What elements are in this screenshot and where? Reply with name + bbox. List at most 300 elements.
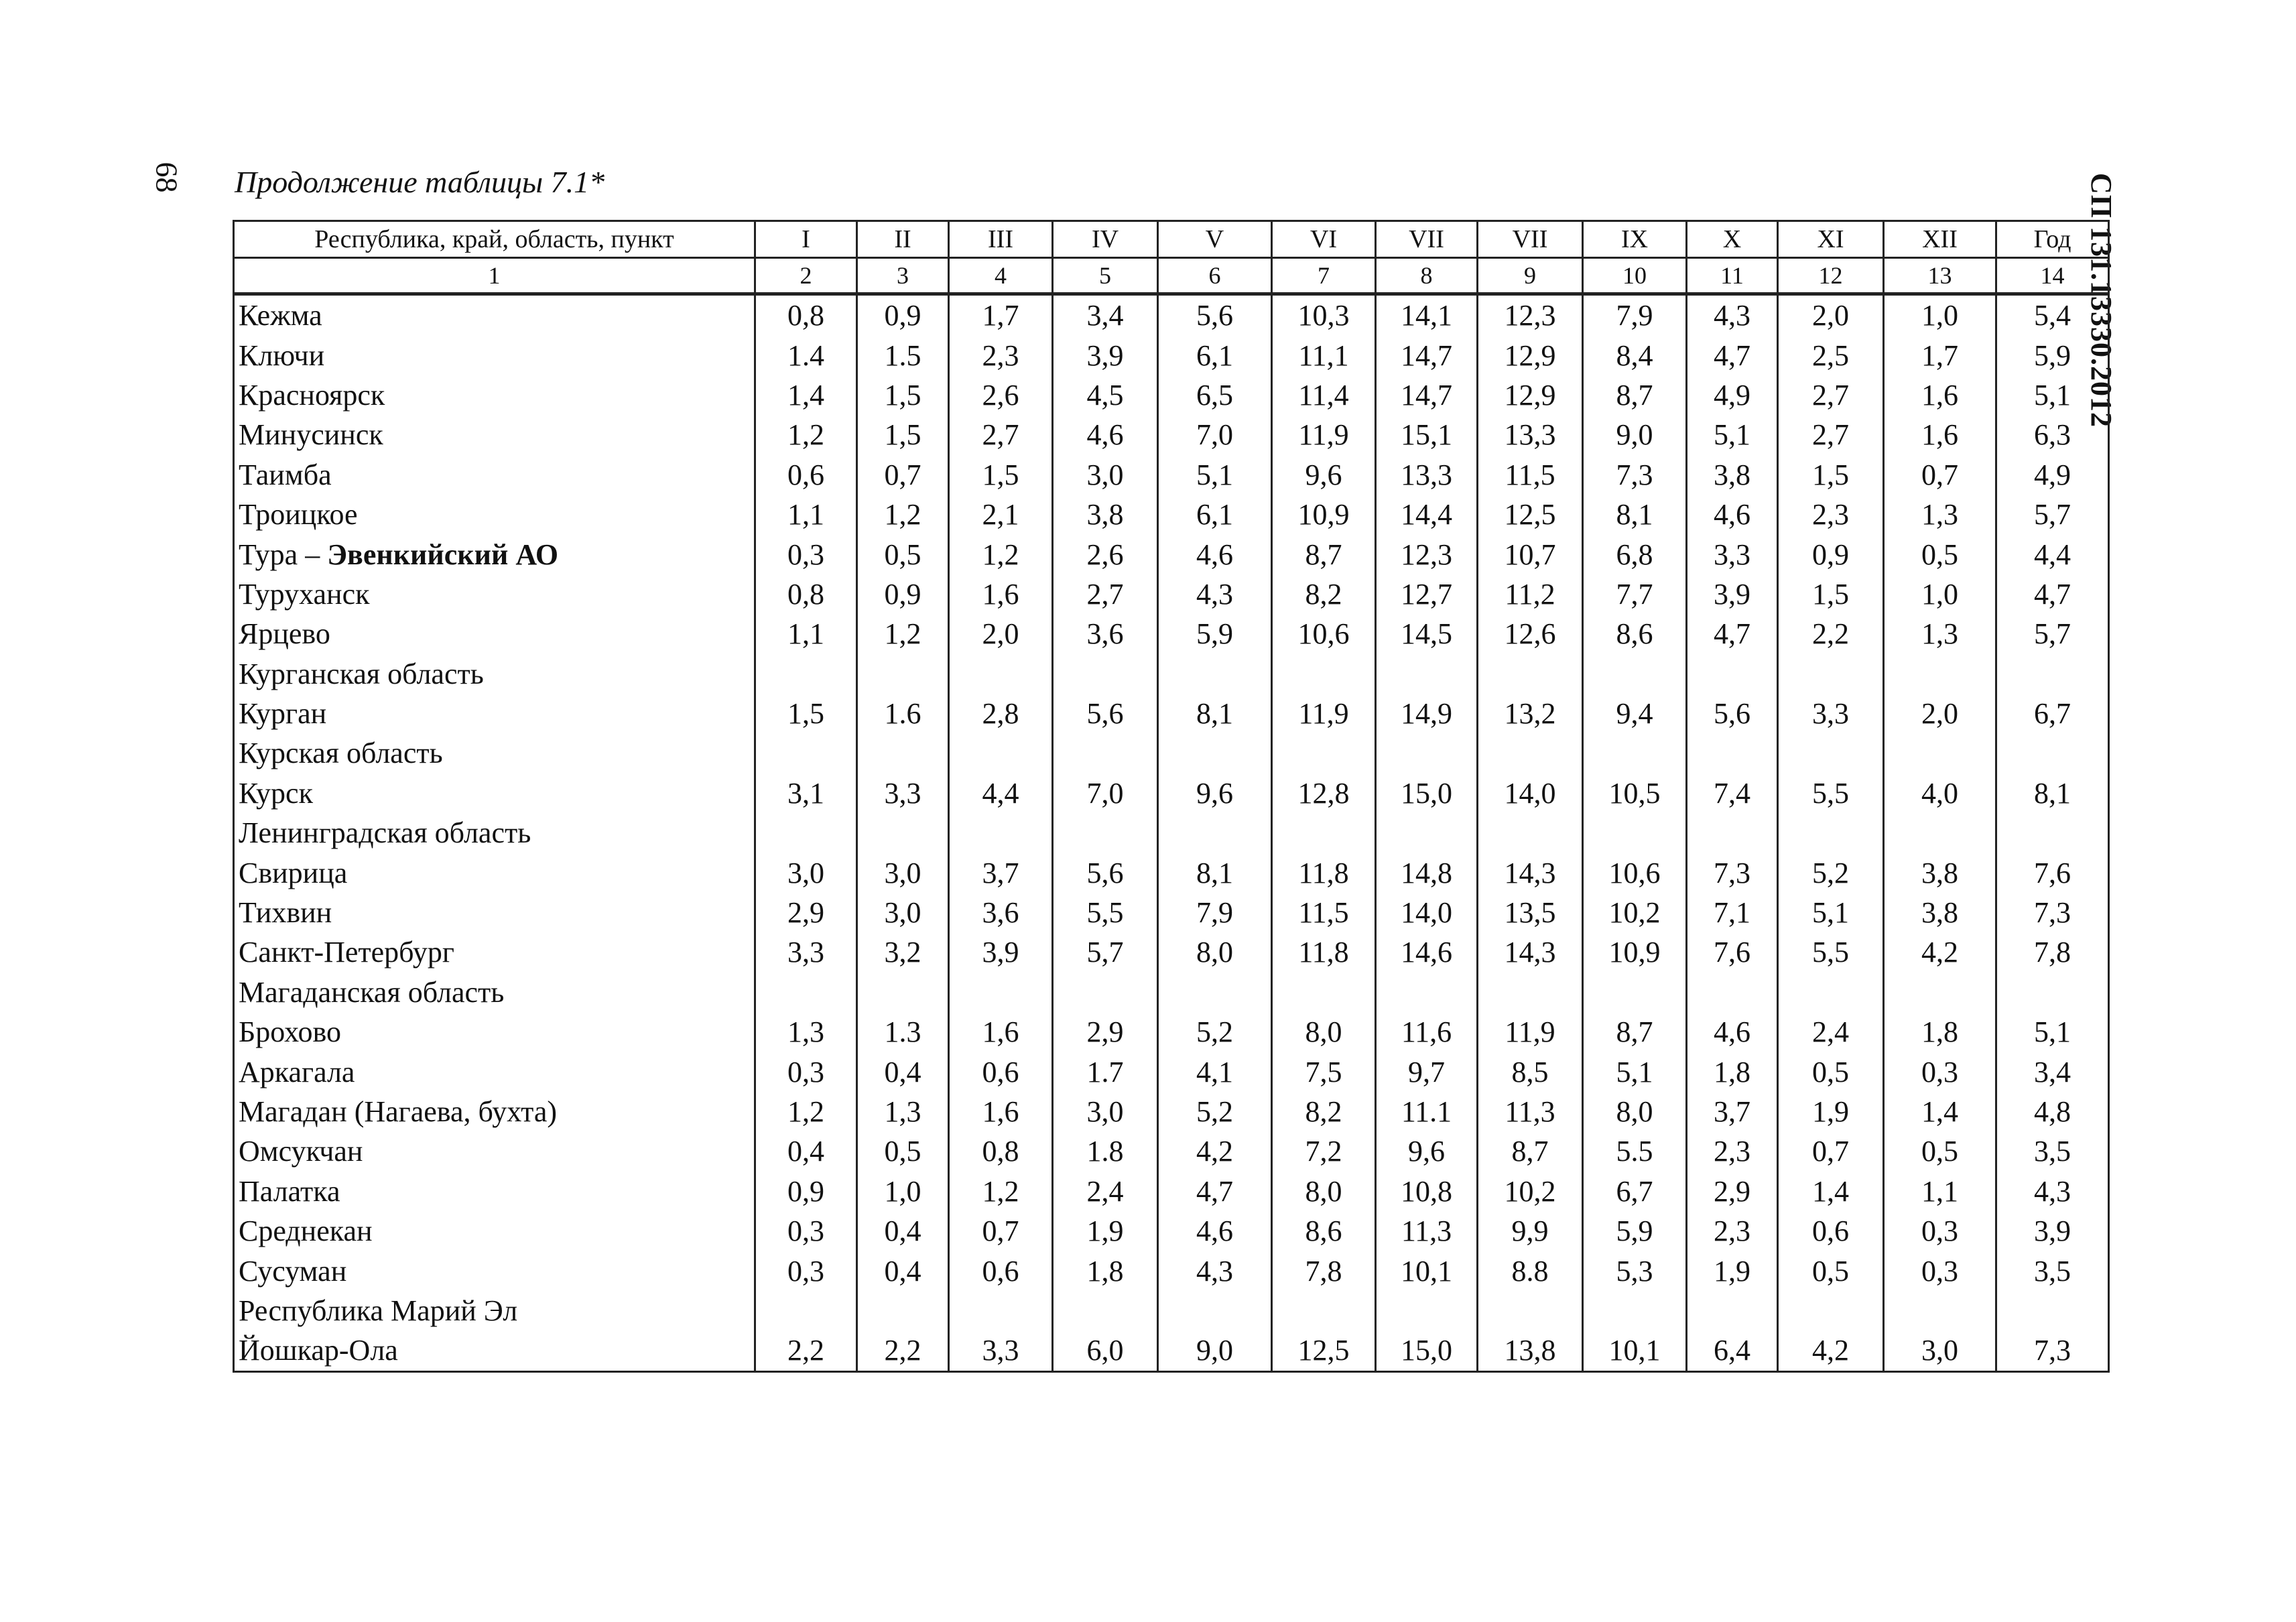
value-cell: 8,4 — [1583, 335, 1687, 375]
value-cell: 14,8 — [1376, 853, 1478, 892]
station-name: Таимба — [234, 455, 755, 495]
table-row — [234, 455, 2109, 495]
value-cell: 5,1 — [1778, 893, 1884, 932]
value-cell: 2,9 — [1053, 1012, 1158, 1052]
value-cell: 1,0 — [857, 1172, 949, 1211]
value-cell: 0,4 — [857, 1052, 949, 1091]
value-cell: 12,3 — [1376, 534, 1478, 574]
value-cell: 7,7 — [1583, 574, 1687, 614]
value-cell: 4,3 — [1158, 574, 1272, 614]
value-cell: 1,9 — [1053, 1211, 1158, 1251]
empty-cell — [1778, 654, 1884, 694]
value-cell: 2,2 — [755, 1330, 857, 1371]
value-cell: 14,5 — [1376, 614, 1478, 653]
value-cell: 0,5 — [1778, 1251, 1884, 1290]
station-name: Троицкое — [234, 495, 755, 534]
value-cell: 15,0 — [1376, 1330, 1478, 1371]
value-cell: 1,5 — [857, 375, 949, 415]
empty-cell — [1478, 1291, 1583, 1330]
value-cell: 14,6 — [1376, 932, 1478, 972]
empty-cell — [949, 813, 1053, 853]
value-cell: 3,8 — [1053, 495, 1158, 534]
empty-cell — [1272, 1291, 1376, 1330]
value-cell: 4,4 — [949, 773, 1053, 813]
value-cell: 0,7 — [1778, 1131, 1884, 1171]
value-cell: 5,1 — [1687, 415, 1778, 454]
table-row — [234, 853, 2109, 892]
empty-cell — [857, 654, 949, 694]
value-cell: 0,9 — [857, 574, 949, 614]
value-cell: 8,1 — [1158, 853, 1272, 892]
table-row — [234, 1012, 2109, 1052]
value-cell: 7,3 — [1687, 853, 1778, 892]
value-cell: 5,5 — [1053, 893, 1158, 932]
value-cell: 8,0 — [1272, 1172, 1376, 1211]
value-cell: 1,5 — [857, 415, 949, 454]
value-cell: 2,7 — [1778, 375, 1884, 415]
value-cell: 1.7 — [1053, 1052, 1158, 1091]
station-name: Тихвин — [234, 893, 755, 932]
value-cell: 10,9 — [1272, 495, 1376, 534]
value-cell: 5,4 — [1996, 294, 2109, 336]
value-cell: 11.1 — [1376, 1092, 1478, 1131]
value-cell: 0,9 — [1778, 534, 1884, 574]
value-cell: 5,1 — [1583, 1052, 1687, 1091]
value-cell: 7,9 — [1583, 294, 1687, 336]
header-cell: XII — [1884, 221, 1996, 258]
value-cell: 10,5 — [1583, 773, 1687, 813]
value-cell: 10,7 — [1478, 534, 1583, 574]
value-cell: 4,9 — [1687, 375, 1778, 415]
value-cell: 8,0 — [1158, 932, 1272, 972]
table-body — [234, 294, 2109, 1372]
value-cell: 3,5 — [1996, 1251, 2109, 1290]
empty-cell — [1687, 813, 1778, 853]
value-cell: 3,9 — [1996, 1211, 2109, 1251]
table-row — [234, 932, 2109, 972]
header-cell: XI — [1778, 221, 1884, 258]
value-cell: 1,3 — [1884, 495, 1996, 534]
value-cell: 3,0 — [1884, 1330, 1996, 1371]
value-cell: 5,1 — [1996, 1012, 2109, 1052]
value-cell: 7,9 — [1158, 893, 1272, 932]
empty-cell — [1996, 813, 2109, 853]
table-row — [234, 694, 2109, 733]
value-cell: 4,8 — [1996, 1092, 2109, 1131]
station-name-part: Тура – — [239, 538, 328, 571]
station-name: Туруханск — [234, 574, 755, 614]
empty-cell — [755, 1291, 857, 1330]
empty-cell — [1053, 733, 1158, 773]
value-cell: 8,1 — [1583, 495, 1687, 534]
value-cell: 5,7 — [1996, 614, 2109, 653]
station-name-part-bold: Эвенкийский АО — [327, 538, 559, 571]
value-cell: 10,9 — [1583, 932, 1687, 972]
value-cell: 1,2 — [949, 1172, 1053, 1211]
value-cell: 4,3 — [1687, 294, 1778, 336]
empty-cell — [1478, 813, 1583, 853]
empty-cell — [755, 733, 857, 773]
value-cell: 1.6 — [857, 694, 949, 733]
station-name: Йошкар-Ола — [234, 1330, 755, 1371]
value-cell: 1,5 — [755, 694, 857, 733]
region-name: Республика Марий Эл — [234, 1291, 755, 1330]
value-cell: 5,9 — [1583, 1211, 1687, 1251]
value-cell: 3,7 — [1687, 1092, 1778, 1131]
value-cell: 3,9 — [1687, 574, 1778, 614]
value-cell: 0,6 — [949, 1251, 1053, 1290]
value-cell: 12,7 — [1376, 574, 1478, 614]
value-cell: 3,0 — [1053, 455, 1158, 495]
value-cell: 14,1 — [1376, 294, 1478, 336]
header-row — [234, 221, 2109, 258]
region-name: Ленинградская область — [234, 813, 755, 853]
value-cell: 14,9 — [1376, 694, 1478, 733]
table-row — [234, 1131, 2109, 1171]
value-cell: 1,0 — [1884, 294, 1996, 336]
value-cell: 5,2 — [1158, 1092, 1272, 1131]
value-cell: 2,3 — [1778, 495, 1884, 534]
table-row — [234, 773, 2109, 813]
value-cell: 3,6 — [1053, 614, 1158, 653]
value-cell: 1,5 — [1778, 455, 1884, 495]
value-cell: 8,6 — [1272, 1211, 1376, 1251]
value-cell: 15,1 — [1376, 415, 1478, 454]
value-cell: 0,8 — [755, 294, 857, 336]
value-cell: 7,3 — [1996, 1330, 2109, 1371]
value-cell: 2,9 — [755, 893, 857, 932]
value-cell: 5,7 — [1996, 495, 2109, 534]
value-cell: 3,3 — [755, 932, 857, 972]
table-header — [234, 221, 2109, 294]
empty-cell — [1884, 654, 1996, 694]
value-cell: 5.5 — [1583, 1131, 1687, 1171]
value-cell: 11,9 — [1272, 415, 1376, 454]
value-cell: 7,6 — [1996, 853, 2109, 892]
value-cell: 0,8 — [949, 1131, 1053, 1171]
station-name: Курган — [234, 694, 755, 733]
value-cell: 4,6 — [1158, 534, 1272, 574]
value-cell: 11,6 — [1376, 1012, 1478, 1052]
value-cell: 5,5 — [1778, 932, 1884, 972]
column-number-cell: 4 — [949, 258, 1053, 294]
value-cell: 5,9 — [1996, 335, 2109, 375]
value-cell: 2,4 — [1053, 1172, 1158, 1211]
value-cell: 1,1 — [1884, 1172, 1996, 1211]
station-name — [234, 534, 755, 574]
value-cell: 14,7 — [1376, 375, 1478, 415]
value-cell: 13,3 — [1376, 455, 1478, 495]
value-cell: 3,3 — [1687, 534, 1778, 574]
value-cell: 4,3 — [1158, 1251, 1272, 1290]
value-cell: 8,7 — [1478, 1131, 1583, 1171]
value-cell: 0,6 — [755, 455, 857, 495]
value-cell: 6,7 — [1996, 694, 2109, 733]
column-number-cell: 2 — [755, 258, 857, 294]
value-cell: 3,5 — [1996, 1131, 2109, 1171]
value-cell: 3,0 — [857, 893, 949, 932]
empty-cell — [755, 813, 857, 853]
region-name: Магаданская область — [234, 973, 755, 1012]
empty-cell — [1687, 1291, 1778, 1330]
station-name: Брохово — [234, 1012, 755, 1052]
empty-cell — [1053, 1291, 1158, 1330]
value-cell: 6,8 — [1583, 534, 1687, 574]
value-cell: 3,1 — [755, 773, 857, 813]
value-cell: 7,0 — [1053, 773, 1158, 813]
station-name: Магадан (Нагаева, бухта) — [234, 1092, 755, 1131]
value-cell: 1,2 — [755, 1092, 857, 1131]
empty-cell — [1996, 1291, 2109, 1330]
empty-cell — [1884, 973, 1996, 1012]
value-cell: 5,1 — [1996, 375, 2109, 415]
station-name: Среднекан — [234, 1211, 755, 1251]
value-cell: 9,0 — [1583, 415, 1687, 454]
value-cell: 3,3 — [857, 773, 949, 813]
value-cell: 3,8 — [1884, 893, 1996, 932]
header-cell: X — [1687, 221, 1778, 258]
value-cell: 12,3 — [1478, 294, 1583, 336]
value-cell: 3,3 — [949, 1330, 1053, 1371]
station-name: Ярцево — [234, 614, 755, 653]
value-cell: 3,7 — [949, 853, 1053, 892]
value-cell: 14,3 — [1478, 932, 1583, 972]
value-cell: 2,9 — [1687, 1172, 1778, 1211]
value-cell: 3,8 — [1884, 853, 1996, 892]
empty-cell — [1272, 973, 1376, 1012]
value-cell: 1.5 — [857, 335, 949, 375]
empty-cell — [857, 813, 949, 853]
value-cell: 7,0 — [1158, 415, 1272, 454]
value-cell: 6,4 — [1687, 1330, 1778, 1371]
empty-cell — [1687, 733, 1778, 773]
column-number-cell: 8 — [1376, 258, 1478, 294]
value-cell: 1,2 — [949, 534, 1053, 574]
value-cell: 10,3 — [1272, 294, 1376, 336]
value-cell: 11,1 — [1272, 335, 1376, 375]
value-cell: 1.8 — [1053, 1131, 1158, 1171]
value-cell: 9,0 — [1158, 1330, 1272, 1371]
empty-cell — [1778, 733, 1884, 773]
value-cell: 10,8 — [1376, 1172, 1478, 1211]
value-cell: 0,6 — [1778, 1211, 1884, 1251]
empty-cell — [1778, 973, 1884, 1012]
value-cell: 10,2 — [1583, 893, 1687, 932]
value-cell: 5,6 — [1687, 694, 1778, 733]
empty-cell — [1376, 733, 1478, 773]
empty-cell — [1376, 654, 1478, 694]
value-cell: 2,3 — [1687, 1211, 1778, 1251]
value-cell: 11,9 — [1478, 1012, 1583, 1052]
value-cell: 5,6 — [1158, 294, 1272, 336]
value-cell: 11,3 — [1478, 1092, 1583, 1131]
region-name: Курганская область — [234, 654, 755, 694]
empty-cell — [1272, 733, 1376, 773]
value-cell: 10,6 — [1272, 614, 1376, 653]
value-cell: 6,7 — [1583, 1172, 1687, 1211]
header-cell: I — [755, 221, 857, 258]
value-cell: 3,9 — [949, 932, 1053, 972]
value-cell: 6,5 — [1158, 375, 1272, 415]
empty-cell — [1583, 1291, 1687, 1330]
value-cell: 4,7 — [1996, 574, 2109, 614]
value-cell: 4,7 — [1687, 335, 1778, 375]
value-cell: 1,7 — [949, 294, 1053, 336]
value-cell: 4,4 — [1996, 534, 2109, 574]
column-number-cell: 10 — [1583, 258, 1687, 294]
value-cell: 1,9 — [1687, 1251, 1778, 1290]
station-name: Кежма — [234, 294, 755, 336]
value-cell: 2,8 — [949, 694, 1053, 733]
value-cell: 4,3 — [1996, 1172, 2109, 1211]
value-cell: 0,4 — [755, 1131, 857, 1171]
station-name: Свирица — [234, 853, 755, 892]
empty-cell — [1687, 973, 1778, 1012]
value-cell: 1,6 — [949, 1092, 1053, 1131]
value-cell: 2,0 — [949, 614, 1053, 653]
value-cell: 5,9 — [1158, 614, 1272, 653]
empty-cell — [1778, 1291, 1884, 1330]
value-cell: 1,4 — [1884, 1092, 1996, 1131]
value-cell: 11,8 — [1272, 853, 1376, 892]
value-cell: 5,5 — [1778, 773, 1884, 813]
empty-cell — [755, 973, 857, 1012]
value-cell: 2,7 — [949, 415, 1053, 454]
column-number-cell: 3 — [857, 258, 949, 294]
empty-cell — [1158, 973, 1272, 1012]
value-cell: 10,2 — [1478, 1172, 1583, 1211]
value-cell: 12,9 — [1478, 335, 1583, 375]
header-cell: Год — [1996, 221, 2109, 258]
value-cell: 1,6 — [949, 1012, 1053, 1052]
region-row — [234, 973, 2109, 1012]
value-cell: 9,6 — [1376, 1131, 1478, 1171]
value-cell: 2,7 — [1778, 415, 1884, 454]
value-cell: 0,3 — [1884, 1211, 1996, 1251]
column-number-cell: 1 — [234, 258, 755, 294]
value-cell: 0,7 — [1884, 455, 1996, 495]
value-cell: 1,8 — [1687, 1052, 1778, 1091]
value-cell: 8,7 — [1272, 534, 1376, 574]
empty-cell — [949, 733, 1053, 773]
value-cell: 3,4 — [1053, 294, 1158, 336]
value-cell: 0,3 — [755, 1251, 857, 1290]
value-cell: 0,3 — [755, 1052, 857, 1091]
value-cell: 11,5 — [1272, 893, 1376, 932]
empty-cell — [1376, 813, 1478, 853]
empty-cell — [1583, 654, 1687, 694]
value-cell: 2,3 — [1687, 1131, 1778, 1171]
value-cell: 8,2 — [1272, 1092, 1376, 1131]
value-cell: 3,0 — [1053, 1092, 1158, 1131]
value-cell: 0,8 — [755, 574, 857, 614]
empty-cell — [1272, 654, 1376, 694]
value-cell: 7,8 — [1272, 1251, 1376, 1290]
column-number-cell: 7 — [1272, 258, 1376, 294]
value-cell: 8,5 — [1478, 1052, 1583, 1091]
table-row — [234, 1330, 2109, 1371]
table-row — [234, 294, 2109, 336]
value-cell: 1,1 — [755, 614, 857, 653]
empty-cell — [1158, 654, 1272, 694]
value-cell: 4,1 — [1158, 1052, 1272, 1091]
value-cell: 5,6 — [1053, 694, 1158, 733]
region-name: Курская область — [234, 733, 755, 773]
value-cell: 4,6 — [1687, 495, 1778, 534]
empty-cell — [1053, 654, 1158, 694]
value-cell: 0,9 — [755, 1172, 857, 1211]
value-cell: 8,0 — [1272, 1012, 1376, 1052]
value-cell: 11,4 — [1272, 375, 1376, 415]
value-cell: 13,3 — [1478, 415, 1583, 454]
column-number-row — [234, 258, 2109, 294]
empty-cell — [1158, 1291, 1272, 1330]
value-cell: 2,6 — [949, 375, 1053, 415]
value-cell: 13,8 — [1478, 1330, 1583, 1371]
value-cell: 0,5 — [857, 534, 949, 574]
value-cell: 3,9 — [1053, 335, 1158, 375]
table-row — [234, 495, 2109, 534]
value-cell: 7,6 — [1687, 932, 1778, 972]
station-name: Ключи — [234, 335, 755, 375]
value-cell: 12,6 — [1478, 614, 1583, 653]
value-cell: 5,1 — [1158, 455, 1272, 495]
value-cell: 11,2 — [1478, 574, 1583, 614]
header-cell: VI — [1272, 221, 1376, 258]
value-cell: 6,1 — [1158, 335, 1272, 375]
empty-cell — [857, 1291, 949, 1330]
value-cell: 1,6 — [1884, 375, 1996, 415]
empty-cell — [1884, 813, 1996, 853]
value-cell: 2,0 — [1778, 294, 1884, 336]
empty-cell — [1583, 733, 1687, 773]
value-cell: 7,3 — [1583, 455, 1687, 495]
header-cell: IV — [1053, 221, 1158, 258]
value-cell: 0,7 — [857, 455, 949, 495]
value-cell: 1,2 — [755, 415, 857, 454]
value-cell: 8,1 — [1158, 694, 1272, 733]
value-cell: 7,4 — [1687, 773, 1778, 813]
header-cell: IX — [1583, 221, 1687, 258]
empty-cell — [1996, 973, 2109, 1012]
value-cell: 9,4 — [1583, 694, 1687, 733]
value-cell: 12,5 — [1272, 1330, 1376, 1371]
value-cell: 14,3 — [1478, 853, 1583, 892]
value-cell: 4,2 — [1158, 1131, 1272, 1171]
table-caption: Продолжение таблицы 7.1* — [235, 165, 605, 199]
region-row — [234, 813, 2109, 853]
station-name: Санкт-Петербург — [234, 932, 755, 972]
header-cell: III — [949, 221, 1053, 258]
value-cell: 2,3 — [949, 335, 1053, 375]
empty-cell — [1376, 973, 1478, 1012]
value-cell: 4,5 — [1053, 375, 1158, 415]
value-cell: 6,0 — [1053, 1330, 1158, 1371]
value-cell: 0,6 — [949, 1052, 1053, 1091]
empty-cell — [1376, 1291, 1478, 1330]
value-cell: 1,3 — [755, 1012, 857, 1052]
empty-cell — [1884, 733, 1996, 773]
table-row — [234, 614, 2109, 653]
table-row — [234, 1052, 2109, 1091]
value-cell: 5,6 — [1053, 853, 1158, 892]
value-cell: 11,9 — [1272, 694, 1376, 733]
header-cell: VII — [1478, 221, 1583, 258]
value-cell: 4,6 — [1053, 415, 1158, 454]
value-cell: 5,2 — [1158, 1012, 1272, 1052]
empty-cell — [1778, 813, 1884, 853]
value-cell: 4,7 — [1158, 1172, 1272, 1211]
